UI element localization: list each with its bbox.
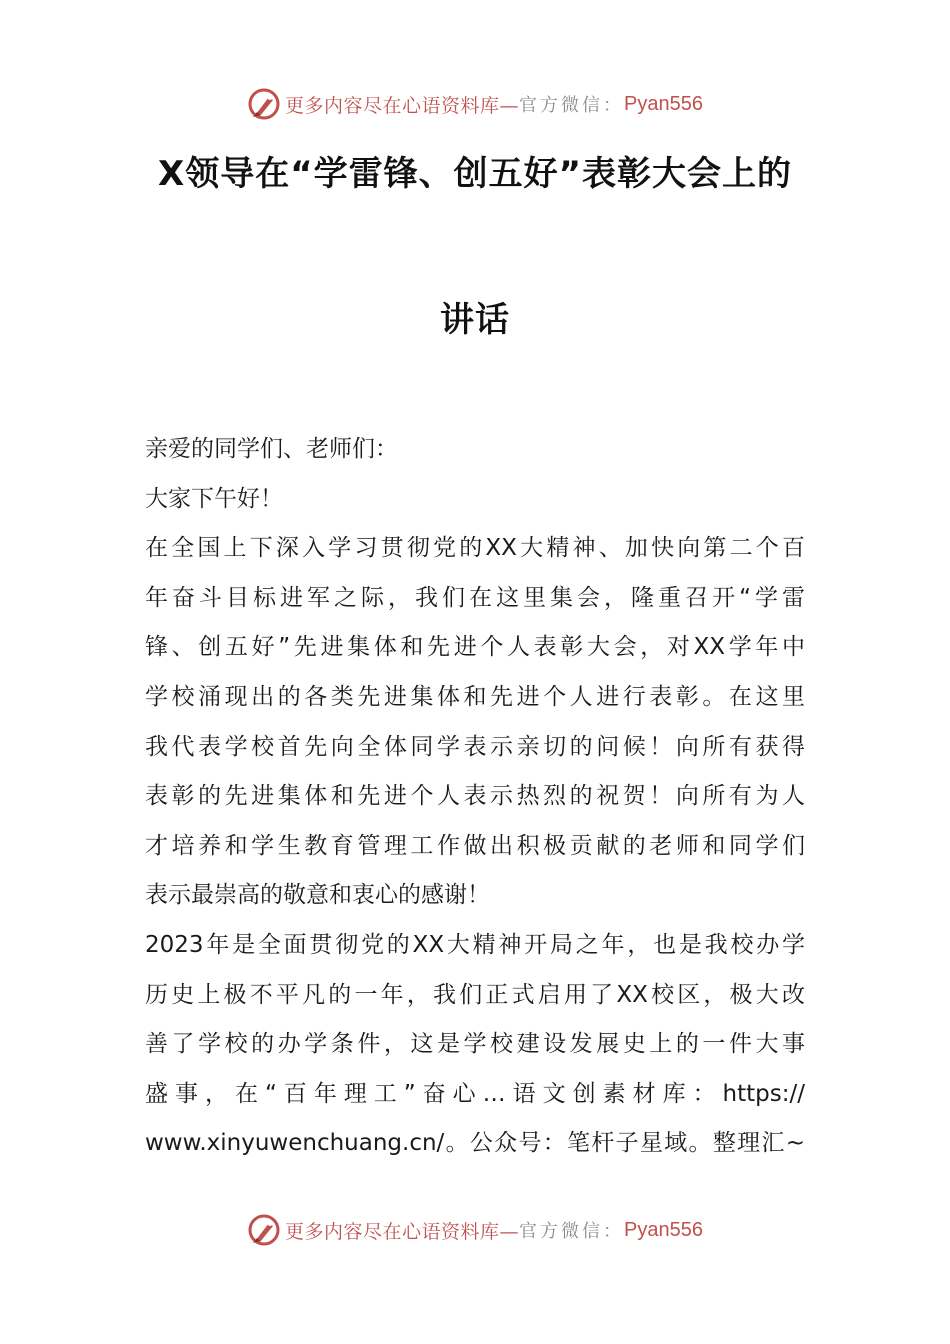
document-body [145, 425, 805, 1169]
body-line: 年奋斗目标进军之际，我们在这里集会，隆重召开“学雷 [145, 584, 805, 611]
body-line: 表彰的先进集体和先进个人表示热烈的祝贺！向所有为人 [145, 783, 805, 810]
pen-nib-logo-icon [247, 87, 281, 121]
body-line: 2023年是全面贯彻党的XX大精神开局之年，也是我校办学 [145, 931, 805, 958]
header-banner [0, 84, 950, 124]
body-line: 表示最崇高的敬意和衷心的感谢！ [145, 882, 490, 909]
document-title-line-2: 讲话 [440, 300, 510, 340]
body-line: 在全国上下深入学习贯彻党的XX大精神、加快向第二个百 [145, 535, 805, 562]
banner-library-text: 更多内容尽在心语资料库— [285, 1220, 520, 1243]
banner-account-id: Pyan556 [624, 1218, 703, 1241]
body-line: 盛事，在“百年理工”奋心…语文创素材库：https:// [145, 1080, 805, 1107]
banner-account-id: Pyan556 [624, 92, 703, 115]
banner-library-text: 更多内容尽在心语资料库— [285, 94, 520, 117]
document-title-line-1: X领导在“学雷锋、创五好”表彰大会上的 [158, 154, 792, 194]
pen-nib-logo-icon [247, 1213, 281, 1247]
body-line: 我代表学校首先向全体同学表示亲切的问候！向所有获得 [145, 733, 805, 760]
banner-wechat-label: 官方微信： [519, 1221, 625, 1242]
body-line: 学校涌现出的各类先进集体和先进个人进行表彰。在这里 [145, 683, 805, 710]
body-line: 历史上极不平凡的一年，我们正式启用了XX校区，极大改 [145, 981, 805, 1008]
banner-wechat-label: 官方微信： [519, 95, 625, 116]
greeting-line: 大家下午好！ [145, 485, 283, 512]
body-line: 锋、创五好”先进集体和先进个人表彰大会，对XX学年中 [145, 634, 805, 661]
body-line: www.xinyuwenchuang.cn/。公众号：笔杆子星域。整理汇~ [145, 1130, 805, 1157]
body-line: 才培养和学生教育管理工作做出积极贡献的老师和同学们 [145, 832, 805, 859]
salutation-line: 亲爱的同学们、老师们： [145, 436, 398, 462]
footer-banner [0, 1210, 950, 1250]
body-line: 善了学校的办学条件，这是学校建设发展史上的一件大事 [145, 1031, 805, 1058]
